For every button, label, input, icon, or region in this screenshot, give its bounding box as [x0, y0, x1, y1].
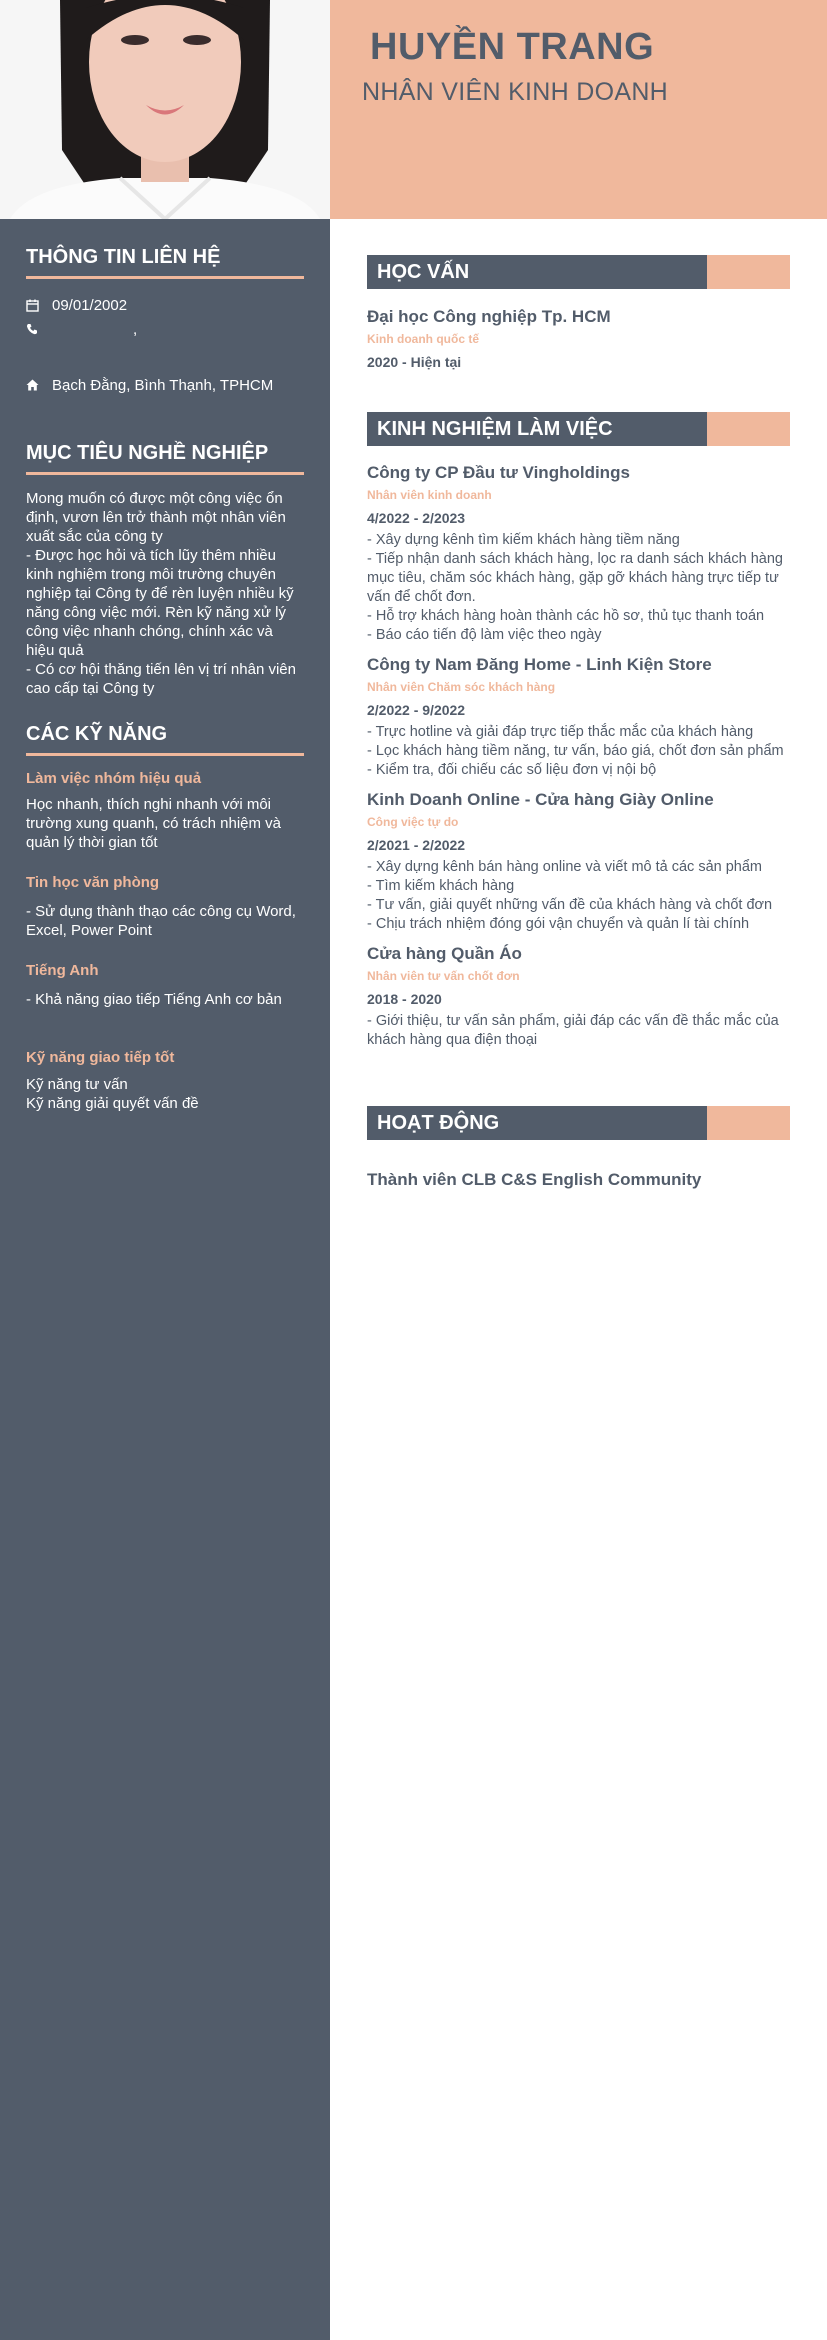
header-banner	[330, 0, 827, 219]
home-icon	[26, 379, 52, 391]
birthday-value: 09/01/2002	[52, 296, 128, 314]
skill-name: Tiếng Anh	[26, 962, 99, 979]
job-description: - Xây dựng kênh tìm kiếm khách hàng tiềm năng - Tiếp nhận danh sách khách hàng, lọc ra danh sách khách hàng mục tiêu, chăm sóc khách hàng, gặp gỡ khách hàng trực tiếp tư vấn để chốt đơn. - Hỗ trợ khách hàng hoàn thành các hồ sơ, thủ tục thanh toán - Báo cáo tiến độ làm việc theo ngày	[367, 532, 783, 643]
experience-item	[367, 463, 790, 645]
company-name: Cửa hàng Quần Áo	[367, 944, 522, 963]
job-dates: 2018 - 2020	[367, 991, 442, 1007]
education-section	[367, 255, 790, 370]
job-role: Nhân viên Chăm sóc khách hàng	[367, 680, 556, 694]
skill-desc: Học nhanh, thích nghi nhanh với môi trường xung quanh, có trách nhiệm và quản lý thời gian tốt	[26, 796, 282, 851]
job-role: Nhân viên kinh doanh	[367, 488, 492, 502]
job-dates: 2/2021 - 2/2022	[367, 837, 466, 853]
heading-accent	[707, 1106, 790, 1140]
skill-name: Tin học văn phòng	[26, 874, 160, 891]
activity-item: Thành viên CLB C&S English Community	[367, 1170, 702, 1189]
experience-item	[367, 790, 790, 934]
skill-desc: Kỹ năng tư vấn Kỹ năng giải quyết vấn đề	[26, 1076, 199, 1112]
objective-section	[26, 442, 304, 698]
experience-heading: KINH NGHIỆM LÀM VIỆC	[377, 418, 613, 440]
activities-heading-bar	[367, 1106, 790, 1140]
birthday-row	[26, 295, 304, 315]
heading-accent	[707, 412, 790, 446]
skills-heading: CÁC KỸ NĂNG	[26, 723, 304, 756]
job-description: - Xây dựng kênh bán hàng online và viết mô tả các sản phẩm - Tìm kiếm khách hàng - Tư vấn, giải quyết những vấn đề của khách hàng và chốt đơn - Chịu trách nhiệm đóng gói vận chuyển và quản lí tài chính	[367, 859, 773, 932]
experience-section	[367, 412, 790, 1050]
activities-section	[367, 1106, 790, 1190]
experience-item	[367, 944, 790, 1050]
job-dates: 4/2022 - 2/2023	[367, 510, 466, 526]
education-dates: 2020 - Hiện tại	[367, 354, 462, 370]
phone-value: ,	[133, 320, 138, 338]
skill-name: Làm việc nhóm hiệu quả	[26, 770, 202, 787]
job-description: - Trực hotline và giải đáp trực tiếp thắc mắc của khách hàng - Lọc khách hàng tiềm năng, tư vấn, báo giá, chốt đơn sản phẩm - Kiểm tra, đối chiếu các số liệu đơn vị nội bộ	[367, 724, 784, 778]
skill-desc: - Khả năng giao tiếp Tiếng Anh cơ bản	[26, 991, 282, 1008]
heading-accent	[707, 255, 790, 289]
education-heading-bar	[367, 255, 790, 289]
contact-heading: THÔNG TIN LIÊN HỆ	[26, 246, 304, 279]
company-name: Công ty CP Đầu tư Vingholdings	[367, 463, 630, 482]
address-row	[26, 375, 304, 395]
school-name: Đại học Công nghiệp Tp. HCM	[367, 307, 611, 326]
skill-desc: - Sử dụng thành thạo các công cụ Word, Excel, Power Point	[26, 903, 296, 939]
phone-row	[26, 319, 304, 339]
profile-photo	[0, 0, 330, 219]
experience-item	[367, 655, 790, 780]
objective-heading: MỤC TIÊU NGHỀ NGHIỆP	[26, 442, 304, 475]
activities-heading: HOẠT ĐỘNG	[377, 1112, 500, 1134]
company-name: Kinh Doanh Online - Cửa hàng Giày Online	[367, 790, 714, 809]
objective-text: Mong muốn có được một công việc ổn định, vươn lên trở thành một nhân viên xuất sắc của công ty - Được học hỏi và tích lũy thêm nhiều kinh nghiệm trong môi trường chuyên nghiệp tại Công ty để rèn luyện nhiều kỹ năng công việc mới. Rèn kỹ năng xử lý công việc nhanh chóng, chính xác và hiệu quả - Có cơ hội thăng tiến lên vị trí nhân viên cao cấp tại Công ty	[26, 490, 296, 697]
experience-heading-bar	[367, 412, 790, 446]
skills-section	[26, 723, 304, 1113]
major: Kinh doanh quốc tế	[367, 332, 479, 346]
calendar-icon	[26, 299, 52, 312]
company-name: Công ty Nam Đăng Home - Linh Kiện Store	[367, 655, 712, 674]
job-role: Công việc tự do	[367, 815, 459, 829]
job-role: Nhân viên tư vấn chốt đơn	[367, 969, 520, 983]
job-title: NHÂN VIÊN KINH DOANH	[362, 78, 669, 106]
phone-icon	[26, 323, 52, 335]
address-value: Bạch Đằng, Bình Thạnh, TPHCM	[52, 376, 274, 394]
education-heading: HỌC VẤN	[377, 261, 470, 283]
contact-section	[26, 246, 304, 395]
skill-name: Kỹ năng giao tiếp tốt	[26, 1049, 175, 1066]
job-dates: 2/2022 - 9/2022	[367, 702, 466, 718]
candidate-name: HUYỀN TRANG	[370, 26, 655, 68]
job-description: - Giới thiệu, tư vấn sản phẩm, giải đáp các vấn đề thắc mắc của khách hàng qua điện thoại	[367, 1013, 779, 1048]
